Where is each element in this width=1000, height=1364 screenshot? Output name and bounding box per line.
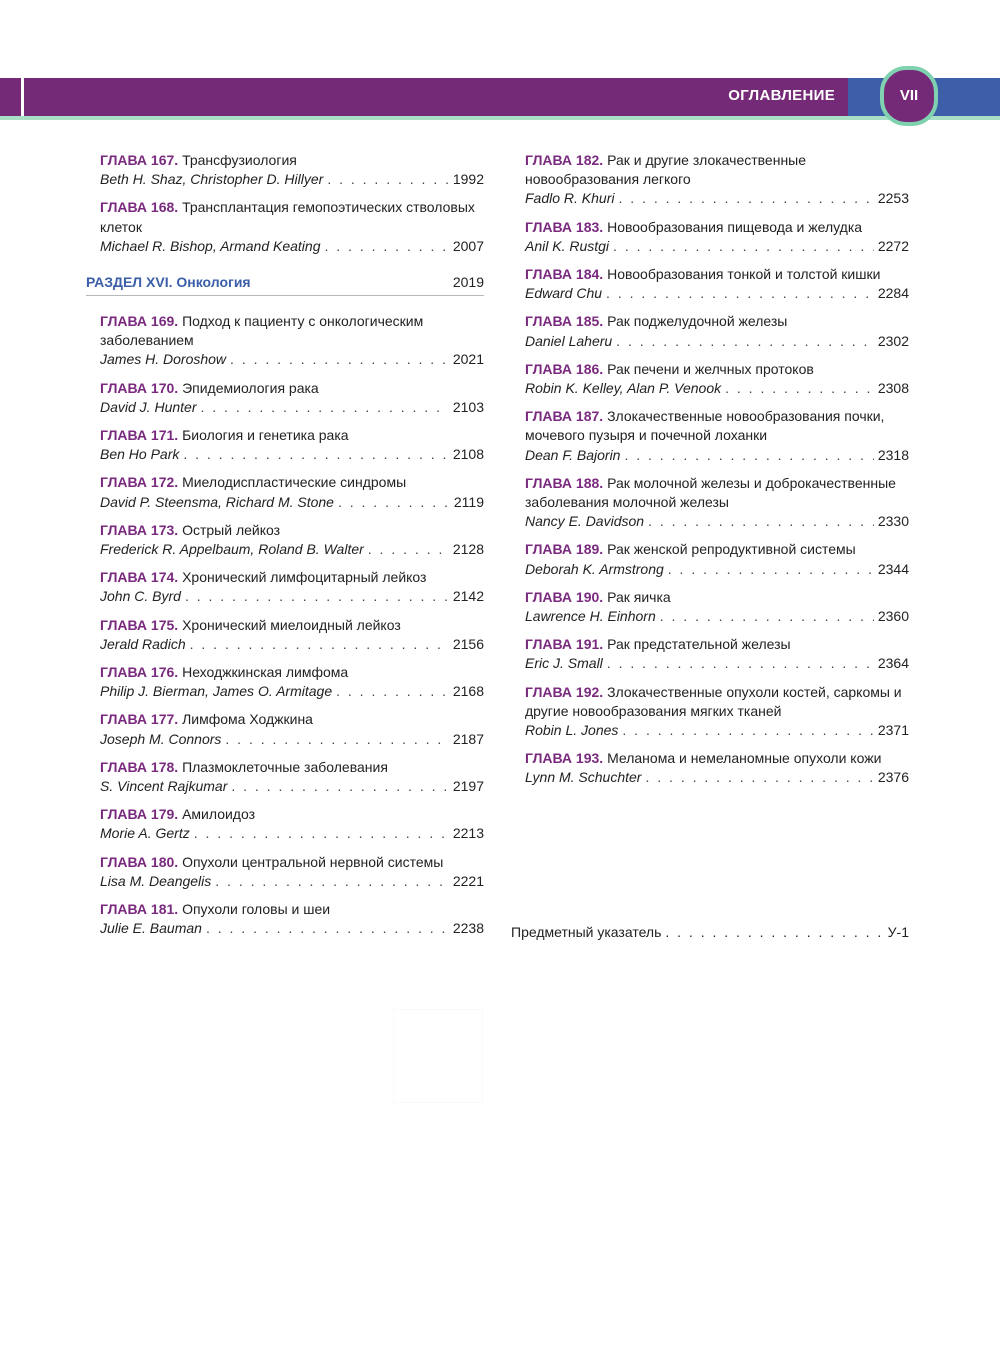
leader-dots — [185, 587, 449, 606]
chapter-author: Philip J. Bierman, James O. Armitage — [100, 683, 333, 700]
chapter-label: ГЛАВА 189. — [525, 541, 604, 558]
chapter-title: Биология и генетика рака — [182, 427, 349, 444]
leader-dots — [215, 872, 449, 891]
leader-dots — [324, 237, 448, 256]
leader-dots — [613, 237, 874, 256]
chapter-label: ГЛАВА 169. — [100, 313, 179, 329]
chapter-page: 2302 — [877, 332, 909, 349]
chapter-title: Миелодиспластические синдромы — [182, 474, 407, 491]
chapter-page: 2168 — [452, 683, 484, 700]
chapter-page: 2344 — [877, 560, 909, 577]
chapter-author: Robin L. Jones — [525, 722, 619, 739]
toc-entry[interactable] — [100, 900, 484, 938]
chapter-title: Рак предстательной железы — [607, 636, 791, 653]
index-page: У-1 — [887, 924, 909, 940]
leader-dots — [606, 284, 874, 303]
toc-entry[interactable] — [525, 474, 909, 532]
chapter-label: ГЛАВА 188. — [525, 474, 604, 491]
left-bottom-list — [100, 312, 484, 947]
toc-entry[interactable] — [525, 151, 909, 209]
chapter-author: Lawrence H. Einhorn — [525, 608, 656, 625]
section-title: Онкология — [176, 274, 251, 290]
chapter-author: Fadlo R. Khuri — [525, 190, 615, 207]
chapter-label: ГЛАВА 177. — [100, 711, 179, 728]
chapter-label: ГЛАВА 170. — [100, 379, 179, 396]
chapter-title: Рак и другие злокачественные новообразования легкого — [525, 152, 807, 188]
chapter-label: ГЛАВА 175. — [100, 616, 179, 633]
chapter-page: 2156 — [452, 635, 484, 652]
chapter-author: Anil K. Rustgi — [525, 237, 610, 254]
left-top-list — [100, 151, 484, 265]
chapter-page: 2330 — [877, 513, 909, 530]
right-list — [525, 151, 909, 797]
chapter-title: Хронический миелоидный лейкоз — [182, 616, 401, 633]
leader-dots — [645, 768, 873, 787]
chapter-title: Меланома и немеланомные опухоли кожи — [607, 750, 882, 767]
leader-dots — [230, 350, 449, 369]
toc-entry[interactable] — [100, 312, 484, 370]
toc-entry[interactable] — [525, 312, 909, 350]
chapter-label: ГЛАВА 181. — [100, 901, 179, 918]
chapter-author: John C. Byrd — [100, 588, 181, 605]
chapter-author: Edward Chu — [525, 285, 603, 302]
chapter-page: 2376 — [877, 769, 909, 786]
toc-entry[interactable] — [525, 540, 909, 578]
chapter-author: David J. Hunter — [100, 398, 197, 415]
leader-dots — [607, 654, 874, 673]
toc-entry[interactable] — [525, 635, 909, 673]
chapter-label: ГЛАВА 186. — [525, 360, 604, 377]
leader-dots — [225, 730, 448, 749]
toc-entry[interactable] — [100, 473, 484, 511]
chapter-page: 2128 — [452, 541, 484, 558]
chapter-page: 2108 — [452, 446, 484, 463]
toc-entry[interactable] — [100, 426, 484, 464]
section-label: РАЗДЕЛ XVI. — [86, 274, 173, 290]
chapter-page: 2103 — [452, 398, 484, 415]
leader-dots — [183, 445, 448, 464]
toc-entry[interactable] — [100, 616, 484, 654]
chapter-label: ГЛАВА 167. — [100, 152, 179, 168]
chapter-author: Robin K. Kelley, Alan P. Venook — [525, 380, 722, 397]
chapter-label: ГЛАВА 179. — [100, 806, 179, 823]
chapter-page: 2187 — [452, 730, 484, 747]
chapter-author: Beth H. Shaz, Christopher D. Hillyer — [100, 171, 324, 188]
chapter-title: Эпидемиология рака — [182, 379, 319, 396]
chapter-label: ГЛАВА 191. — [525, 636, 604, 653]
chapter-label: ГЛАВА 178. — [100, 758, 179, 775]
chapter-title: Плазмоклеточные заболевания — [182, 758, 388, 775]
chapter-title: Рак яичка — [607, 588, 671, 605]
chapter-page: 2272 — [877, 237, 909, 254]
leader-dots — [622, 721, 873, 740]
page-title: ОГЛАВЛЕНИЕ — [728, 87, 835, 104]
chapter-page: 2007 — [452, 237, 484, 254]
chapter-author: James H. Doroshow — [100, 351, 227, 368]
toc-entry[interactable] — [525, 360, 909, 398]
chapter-label: ГЛАВА 192. — [525, 683, 604, 700]
toc-entry[interactable] — [100, 521, 484, 559]
chapter-page: 2364 — [877, 655, 909, 672]
chapter-title: Острый лейкоз — [182, 521, 281, 538]
chapter-title: Опухоли головы и шеи — [182, 901, 331, 918]
toc-entry[interactable] — [100, 663, 484, 701]
chapter-author: Joseph M. Connors — [100, 730, 222, 747]
chapter-page: 2284 — [877, 285, 909, 302]
toc-entry[interactable] — [100, 568, 484, 606]
chapter-author: Morie A. Gertz — [100, 825, 190, 842]
leader-dots — [206, 919, 449, 938]
leader-dots — [624, 446, 873, 465]
chapter-page: 1992 — [452, 171, 484, 188]
toc-entry[interactable] — [525, 683, 909, 741]
chapter-page: 2238 — [452, 920, 484, 937]
chapter-label: ГЛАВА 193. — [525, 750, 604, 767]
chapter-label: ГЛАВА 184. — [525, 266, 604, 283]
leader-dots — [618, 189, 873, 208]
toc-entry[interactable] — [100, 151, 484, 189]
chapter-label: ГЛАВА 190. — [525, 588, 604, 605]
leader-dots — [660, 607, 874, 626]
toc-entry[interactable] — [100, 710, 484, 748]
leader-dots — [200, 398, 448, 417]
toc-entry[interactable] — [100, 198, 484, 256]
chapter-author: Michael R. Bishop, Armand Keating — [100, 237, 321, 254]
chapter-author: Nancy E. Davidson — [525, 513, 645, 530]
chapter-label: ГЛАВА 168. — [100, 199, 179, 216]
header-notch — [21, 78, 24, 116]
leader-dots — [725, 379, 874, 398]
chapter-label: ГЛАВА 173. — [100, 521, 179, 538]
chapter-title: Рак печени и желчных протоков — [607, 360, 814, 377]
chapter-label: ГЛАВА 187. — [525, 408, 604, 425]
toc-entry[interactable] — [100, 758, 484, 796]
chapter-author: Julie E. Bauman — [100, 920, 202, 937]
chapter-label: ГЛАВА 182. — [525, 152, 604, 168]
leader-dots — [665, 924, 883, 940]
chapter-title: Рак молочной железы и доброкачественные заболевания молочной железы — [525, 474, 896, 511]
chapter-title: Неходжкинская лимфома — [182, 664, 349, 681]
chapter-page: 2318 — [877, 446, 909, 463]
chapter-title: Амилоидоз — [182, 806, 256, 823]
chapter-page: 2360 — [877, 608, 909, 625]
chapter-author: Ben Ho Park — [100, 446, 180, 463]
chapter-title: Рак женской репродуктивной системы — [607, 541, 856, 558]
chapter-title: Опухоли центральной нервной системы — [182, 853, 444, 870]
chapter-page: 2119 — [453, 493, 484, 510]
chapter-author: S. Vincent Rajkumar — [100, 778, 228, 795]
chapter-author: Dean F. Bajorin — [525, 446, 621, 463]
chapter-author: Frederick R. Appelbaum, Roland B. Walter — [100, 541, 364, 558]
chapter-title: Трансфузиология — [182, 152, 297, 168]
chapter-page: 2221 — [452, 872, 484, 889]
chapter-title: Злокачественные новообразования почки, мочевого пузыря и почечной лоханки — [525, 408, 885, 444]
chapter-title: Злокачественные опухоли костей, саркомы и другие новообразования мягких тканей — [525, 683, 902, 719]
chapter-page: 2213 — [452, 825, 484, 842]
chapter-title: Трансплантация гемопоэтических стволовых клеток — [100, 199, 475, 235]
toc-entry[interactable] — [100, 805, 484, 843]
toc-entry[interactable] — [100, 379, 484, 417]
chapter-page: 2308 — [877, 380, 909, 397]
leader-dots — [616, 332, 874, 351]
chapter-author: Deborah K. Armstrong — [525, 560, 664, 577]
chapter-title: Рак поджелудочной железы — [607, 313, 788, 330]
chapter-label: ГЛАВА 180. — [100, 853, 179, 870]
leader-dots — [194, 824, 449, 843]
toc-entry[interactable] — [525, 218, 909, 256]
leader-dots — [338, 493, 450, 512]
leader-dots — [190, 635, 449, 654]
toc-entry[interactable] — [525, 588, 909, 626]
chapter-title: Подход к пациенту с онкологическим заболеванием — [100, 313, 424, 349]
chapter-title: Новообразования тонкой и толстой кишки — [607, 266, 881, 283]
leader-dots — [231, 777, 448, 796]
chapter-page: 2021 — [452, 351, 484, 368]
leader-dots — [327, 170, 449, 189]
chapter-author: Lisa M. Deangelis — [100, 872, 212, 889]
leader-dots — [668, 560, 874, 579]
chapter-page: 2253 — [877, 190, 909, 207]
chapter-page: 2371 — [877, 722, 909, 739]
subject-index-entry[interactable] — [511, 924, 909, 940]
index-label: Предметный указатель — [511, 924, 662, 940]
leader-dots — [368, 540, 449, 559]
chapter-label: ГЛАВА 174. — [100, 569, 179, 586]
chapter-title: Хронический лимфоцитарный лейкоз — [182, 569, 427, 586]
chapter-label: ГЛАВА 176. — [100, 664, 179, 681]
chapter-title: Новообразования пищевода и желудка — [607, 218, 863, 235]
leader-dots — [648, 512, 874, 531]
chapter-author: David P. Steensma, Richard M. Stone — [100, 493, 334, 510]
toc-entry[interactable] — [525, 749, 909, 787]
chapter-label: ГЛАВА 183. — [525, 218, 604, 235]
section-page: 2019 — [452, 274, 484, 290]
qr-code-image — [393, 1009, 483, 1103]
chapter-label: ГЛАВА 185. — [525, 313, 604, 330]
chapter-label: ГЛАВА 171. — [100, 427, 179, 444]
chapter-author: Lynn M. Schuchter — [525, 769, 642, 786]
chapter-page: 2197 — [452, 778, 484, 795]
toc-entry[interactable] — [100, 853, 484, 891]
chapter-title: Лимфома Ходжкина — [182, 711, 313, 728]
chapter-author: Eric J. Small — [525, 655, 603, 672]
chapter-page: 2142 — [452, 588, 484, 605]
leader-dots — [336, 682, 449, 701]
header-band — [0, 78, 848, 116]
chapter-author: Daniel Laheru — [525, 332, 613, 349]
section-heading[interactable] — [86, 274, 484, 296]
toc-entry[interactable] — [525, 265, 909, 303]
toc-entry[interactable] — [525, 407, 909, 465]
chapter-label: ГЛАВА 172. — [100, 474, 179, 491]
chapter-author: Jerald Radich — [100, 635, 186, 652]
page-number-badge: VII — [880, 66, 938, 126]
header-green-line — [0, 116, 1000, 120]
